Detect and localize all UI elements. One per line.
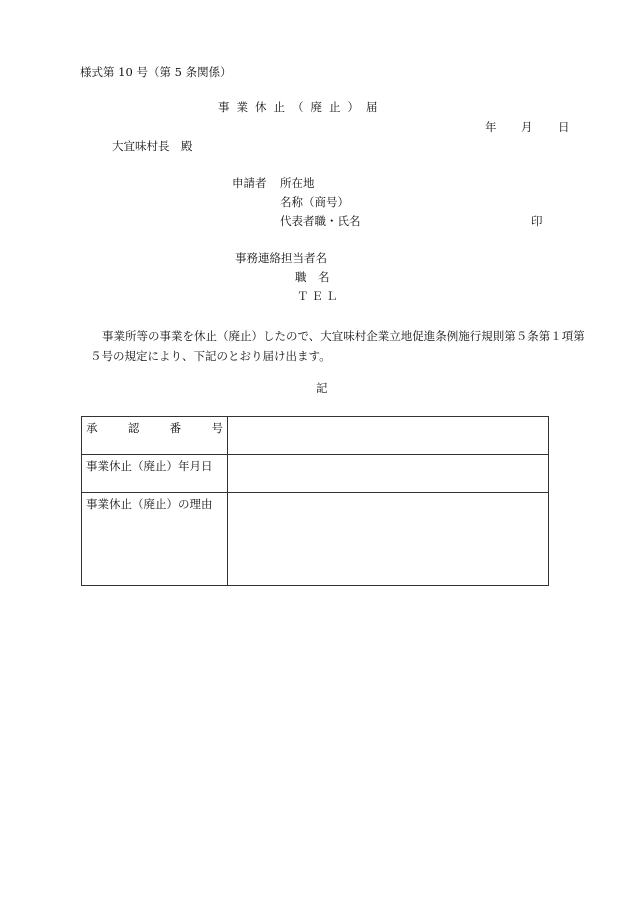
applicant-representative-label: 代表者職・氏名 xyxy=(280,214,361,228)
contact-person-label: 事務連絡担当者名 xyxy=(235,251,327,265)
contact-title-label: 職 名 xyxy=(295,270,330,284)
label-char: 号 xyxy=(211,421,223,435)
suspension-reason-label: 事業休止（廃止）の理由 xyxy=(82,493,228,586)
table-row xyxy=(82,417,549,455)
suspension-date-value[interactable] xyxy=(228,455,549,493)
body-text: 事業所等の事業を休止（廃止）したので、大宜味村企業立地促進条例施行規則第５条第１項第５号の規定により、下記のとおり届け出ます。 xyxy=(90,329,585,363)
applicant-label: 申請者 xyxy=(232,176,267,190)
table-row xyxy=(82,455,549,493)
table-row xyxy=(82,493,549,586)
date-year-label: 年 xyxy=(485,120,497,134)
date-day-label: 日 xyxy=(558,120,570,134)
note-heading: 記 xyxy=(316,381,328,395)
form-number: 様式第 10 号（第 5 条関係） xyxy=(80,65,232,79)
label-char: 番 xyxy=(169,421,182,435)
approval-number-label xyxy=(82,417,228,455)
label-char: 認 xyxy=(127,421,140,435)
document-title: 事業休止（廃止）届 xyxy=(218,100,385,114)
suspension-date-label: 事業休止（廃止）年月日 xyxy=(82,455,228,493)
date-month-label: 月 xyxy=(521,120,533,134)
details-table xyxy=(81,416,549,586)
applicant-name-label: 名称（商号） xyxy=(280,195,349,209)
label-char: 承 xyxy=(86,421,98,435)
approval-number-label-text xyxy=(86,420,223,436)
suspension-reason-value[interactable] xyxy=(228,493,549,586)
approval-number-value[interactable] xyxy=(228,417,549,455)
addressee: 大宜味村長 殿 xyxy=(112,139,193,153)
contact-tel-label: ＴＥＬ xyxy=(297,289,341,303)
applicant-address-label: 所在地 xyxy=(280,176,315,190)
seal-mark: 印 xyxy=(531,214,543,228)
